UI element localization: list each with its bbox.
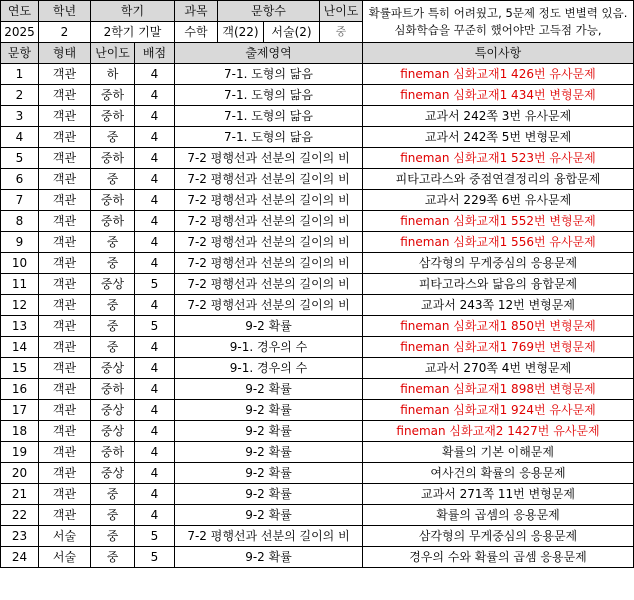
question-remark: 교과서 270쪽 4번 변형문제 <box>363 358 634 379</box>
question-remark: fineman 심화교재1 898번 변형문제 <box>363 379 634 400</box>
question-score: 5 <box>135 526 175 547</box>
question-remark: 교과서 242쪽 5번 변형문제 <box>363 127 634 148</box>
question-area: 7-2 평행선과 선분의 길이의 비 <box>175 232 363 253</box>
question-remark: 확률의 기본 이해문제 <box>363 442 634 463</box>
table-row <box>1 211 634 232</box>
table-row <box>1 148 634 169</box>
question-type: 객관 <box>39 148 91 169</box>
table-row <box>1 484 634 505</box>
question-type: 서술 <box>39 526 91 547</box>
question-level: 중상 <box>91 463 135 484</box>
question-score: 4 <box>135 148 175 169</box>
question-remark: 피타고라스와 중점연결정리의 융합문제 <box>363 169 634 190</box>
question-level: 하 <box>91 64 135 85</box>
question-remark: 삼각형의 무게중심의 응용문제 <box>363 526 634 547</box>
question-level: 중 <box>91 316 135 337</box>
question-score: 4 <box>135 358 175 379</box>
question-remark: 교과서 271쪽 11번 변형문제 <box>363 484 634 505</box>
question-score: 4 <box>135 253 175 274</box>
exam-note: 확률파트가 특히 어려웠고, 5문제 정도 변별력 있음. 심화학습을 꾸준히 했어야만 고득점 가능, <box>363 1 634 43</box>
question-number: 12 <box>1 295 39 316</box>
question-number: 9 <box>1 232 39 253</box>
question-level: 중 <box>91 127 135 148</box>
question-level: 중하 <box>91 379 135 400</box>
question-score: 4 <box>135 190 175 211</box>
question-area: 9-2 확률 <box>175 400 363 421</box>
question-level: 중 <box>91 526 135 547</box>
question-level: 중상 <box>91 358 135 379</box>
table-row <box>1 526 634 547</box>
question-area: 9-2 확률 <box>175 505 363 526</box>
question-remark: 피타고라스와 닮음의 융합문제 <box>363 274 634 295</box>
subject-label: 과목 <box>175 1 218 22</box>
table-row <box>1 421 634 442</box>
question-level: 중상 <box>91 421 135 442</box>
question-remark: 경우의 수와 확률의 곱셈 응용문제 <box>363 547 634 568</box>
question-remark: 삼각형의 무게중심의 응용문제 <box>363 253 634 274</box>
question-score: 4 <box>135 337 175 358</box>
question-type: 객관 <box>39 85 91 106</box>
question-area: 7-2 평행선과 선분의 길이의 비 <box>175 211 363 232</box>
table-row <box>1 190 634 211</box>
question-score: 4 <box>135 484 175 505</box>
question-level: 중하 <box>91 85 135 106</box>
question-remark: fineman 심화교재1 556번 유사문제 <box>363 232 634 253</box>
info-header-row <box>1 1 634 22</box>
question-number: 22 <box>1 505 39 526</box>
question-number: 4 <box>1 127 39 148</box>
table-row <box>1 337 634 358</box>
question-number: 23 <box>1 526 39 547</box>
semester-label: 학기 <box>91 1 175 22</box>
question-number: 13 <box>1 316 39 337</box>
question-number: 24 <box>1 547 39 568</box>
question-score: 5 <box>135 274 175 295</box>
table-row <box>1 358 634 379</box>
table-row <box>1 295 634 316</box>
question-area: 7-2 평행선과 선분의 길이의 비 <box>175 295 363 316</box>
question-score: 4 <box>135 232 175 253</box>
question-number: 8 <box>1 211 39 232</box>
question-remark: fineman 심화교재1 426번 유사문제 <box>363 64 634 85</box>
question-score: 5 <box>135 547 175 568</box>
question-number: 21 <box>1 484 39 505</box>
question-type: 객관 <box>39 421 91 442</box>
question-number: 3 <box>1 106 39 127</box>
table-row <box>1 274 634 295</box>
question-area: 9-2 확률 <box>175 379 363 400</box>
question-area: 9-2 확률 <box>175 547 363 568</box>
question-type: 객관 <box>39 400 91 421</box>
question-score: 5 <box>135 316 175 337</box>
question-type: 객관 <box>39 274 91 295</box>
question-number: 2 <box>1 85 39 106</box>
table-row <box>1 442 634 463</box>
table-row <box>1 64 634 85</box>
question-number: 11 <box>1 274 39 295</box>
question-remark: 교과서 243쪽 12번 변형문제 <box>363 295 634 316</box>
question-area: 7-1. 도형의 닮음 <box>175 85 363 106</box>
question-number: 17 <box>1 400 39 421</box>
question-remark: 교과서 242쪽 3번 유사문제 <box>363 106 634 127</box>
question-level: 중 <box>91 484 135 505</box>
question-level: 중상 <box>91 274 135 295</box>
question-score: 4 <box>135 85 175 106</box>
question-type: 객관 <box>39 232 91 253</box>
question-level: 중 <box>91 232 135 253</box>
question-type: 객관 <box>39 127 91 148</box>
table-row <box>1 505 634 526</box>
question-number: 14 <box>1 337 39 358</box>
col-header-score: 배점 <box>135 43 175 64</box>
question-type: 서술 <box>39 547 91 568</box>
grade-label: 학년 <box>39 1 91 22</box>
question-score: 4 <box>135 463 175 484</box>
question-score: 4 <box>135 442 175 463</box>
table-row <box>1 85 634 106</box>
table-row <box>1 106 634 127</box>
question-number: 15 <box>1 358 39 379</box>
question-number: 7 <box>1 190 39 211</box>
question-type: 객관 <box>39 106 91 127</box>
question-area: 7-1. 도형의 닮음 <box>175 106 363 127</box>
question-count-label: 문항수 <box>218 1 320 22</box>
table-row <box>1 253 634 274</box>
question-type: 객관 <box>39 358 91 379</box>
table-row <box>1 379 634 400</box>
table-row <box>1 127 634 148</box>
question-type: 객관 <box>39 463 91 484</box>
question-remark: fineman 심화교재1 924번 유사문제 <box>363 400 634 421</box>
col-header-no: 문항 <box>1 43 39 64</box>
question-remark: fineman 심화교재1 769번 변형문제 <box>363 337 634 358</box>
grade-value: 2 <box>39 22 91 43</box>
question-level: 중하 <box>91 148 135 169</box>
col-header-level: 난이도 <box>91 43 135 64</box>
question-level: 중 <box>91 253 135 274</box>
question-level: 중 <box>91 505 135 526</box>
question-score: 4 <box>135 295 175 316</box>
question-number: 5 <box>1 148 39 169</box>
table-row <box>1 463 634 484</box>
question-area: 7-1. 도형의 닮음 <box>175 64 363 85</box>
table-row <box>1 232 634 253</box>
question-level: 중 <box>91 337 135 358</box>
question-area: 7-2 평행선과 선분의 길이의 비 <box>175 253 363 274</box>
question-area: 7-1. 도형의 닮음 <box>175 127 363 148</box>
question-remark: 여사건의 확률의 응용문제 <box>363 463 634 484</box>
question-area: 9-2 확률 <box>175 316 363 337</box>
essay-count: 서술(2) <box>264 22 320 43</box>
question-area: 9-1. 경우의 수 <box>175 337 363 358</box>
subject-value: 수학 <box>175 22 218 43</box>
question-area: 9-2 확률 <box>175 463 363 484</box>
question-score: 4 <box>135 505 175 526</box>
question-type: 객관 <box>39 64 91 85</box>
question-level: 중하 <box>91 106 135 127</box>
question-type: 객관 <box>39 295 91 316</box>
question-number: 16 <box>1 379 39 400</box>
question-score: 4 <box>135 379 175 400</box>
question-score: 4 <box>135 127 175 148</box>
question-level: 중 <box>91 295 135 316</box>
difficulty-label: 난이도 <box>320 1 363 22</box>
question-score: 4 <box>135 64 175 85</box>
question-area: 9-2 확률 <box>175 421 363 442</box>
col-header-remark: 특이사항 <box>363 43 634 64</box>
question-type: 객관 <box>39 253 91 274</box>
question-score: 4 <box>135 106 175 127</box>
question-area: 7-2 평행선과 선분의 길이의 비 <box>175 169 363 190</box>
question-score: 4 <box>135 421 175 442</box>
question-number: 19 <box>1 442 39 463</box>
question-score: 4 <box>135 211 175 232</box>
col-header-type: 형태 <box>39 43 91 64</box>
question-level: 중상 <box>91 400 135 421</box>
objective-count: 객(22) <box>218 22 264 43</box>
question-type: 객관 <box>39 484 91 505</box>
question-number: 20 <box>1 463 39 484</box>
question-level: 중하 <box>91 190 135 211</box>
col-header-area: 출제영역 <box>175 43 363 64</box>
question-remark: fineman 심화교재1 434번 변형문제 <box>363 85 634 106</box>
question-level: 중하 <box>91 442 135 463</box>
question-score: 4 <box>135 169 175 190</box>
question-remark: fineman 심화교재2 1427번 유사문제 <box>363 421 634 442</box>
question-area: 9-2 확률 <box>175 484 363 505</box>
question-level: 중하 <box>91 211 135 232</box>
question-type: 객관 <box>39 211 91 232</box>
question-remark: 교과서 229쪽 6번 유사문제 <box>363 190 634 211</box>
question-area: 7-2 평행선과 선분의 길이의 비 <box>175 526 363 547</box>
question-level: 중 <box>91 547 135 568</box>
question-area: 7-2 평행선과 선분의 길이의 비 <box>175 190 363 211</box>
question-type: 객관 <box>39 379 91 400</box>
question-type: 객관 <box>39 505 91 526</box>
question-remark: fineman 심화교재1 523번 유사문제 <box>363 148 634 169</box>
question-level: 중 <box>91 169 135 190</box>
question-number: 6 <box>1 169 39 190</box>
question-number: 1 <box>1 64 39 85</box>
table-row <box>1 316 634 337</box>
question-area: 7-2 평행선과 선분의 길이의 비 <box>175 274 363 295</box>
question-type: 객관 <box>39 169 91 190</box>
table-row <box>1 169 634 190</box>
column-header-row <box>1 43 634 64</box>
semester-value: 2학기 기말 <box>91 22 175 43</box>
question-number: 18 <box>1 421 39 442</box>
table-row <box>1 400 634 421</box>
question-remark: 확률의 곱셈의 응용문제 <box>363 505 634 526</box>
question-type: 객관 <box>39 316 91 337</box>
question-type: 객관 <box>39 190 91 211</box>
question-remark: fineman 심화교재1 850번 변형문제 <box>363 316 634 337</box>
question-score: 4 <box>135 400 175 421</box>
question-type: 객관 <box>39 442 91 463</box>
question-type: 객관 <box>39 337 91 358</box>
question-area: 9-2 확률 <box>175 442 363 463</box>
difficulty-value: 중 <box>320 22 363 43</box>
question-area: 9-1. 경우의 수 <box>175 358 363 379</box>
question-number: 10 <box>1 253 39 274</box>
year-value: 2025 <box>1 22 39 43</box>
year-label: 연도 <box>1 1 39 22</box>
question-area: 7-2 평행선과 선분의 길이의 비 <box>175 148 363 169</box>
question-remark: fineman 심화교재1 552번 변형문제 <box>363 211 634 232</box>
table-row <box>1 547 634 568</box>
